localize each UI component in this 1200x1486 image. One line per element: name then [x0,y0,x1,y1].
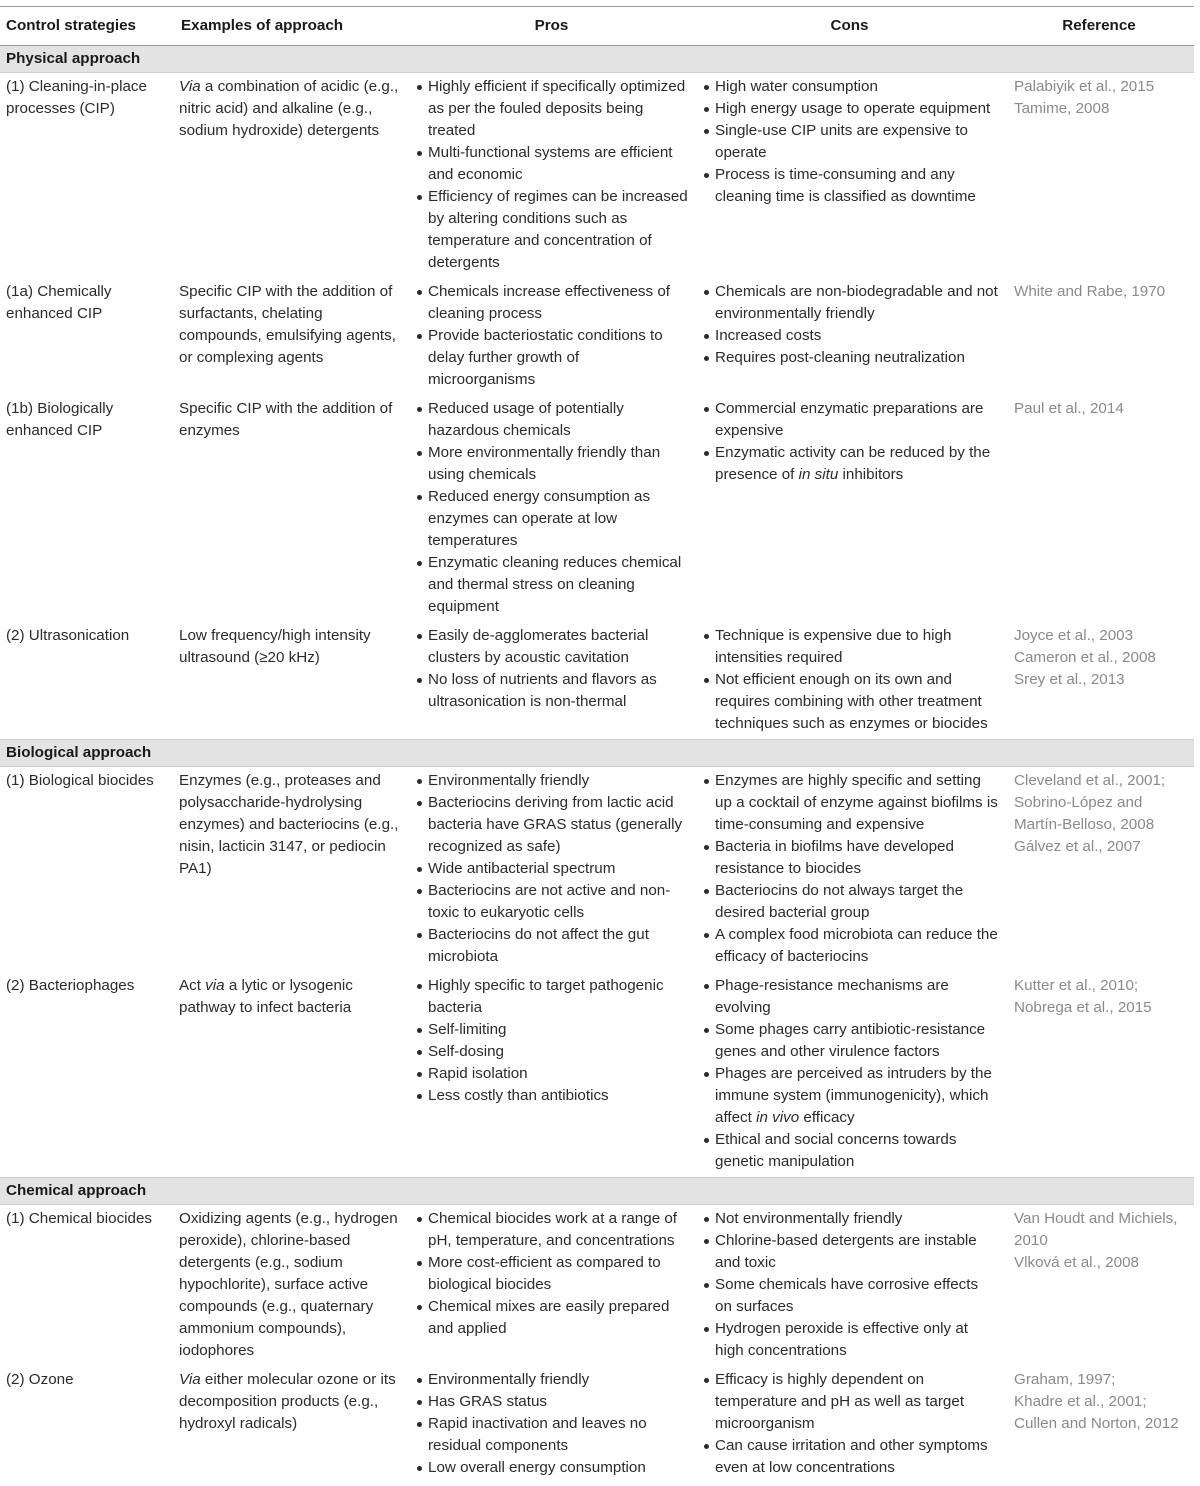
cell-strategy: (1) Chemical biocides [6,1210,153,1227]
cell-reference [1004,622,1194,740]
header-pros: Pros [408,7,695,46]
reference-entry: Vlková et al., 2008 [1014,1254,1139,1271]
cell-examples: Via either molecular ozone or its decomposition products (e.g., hydroxyl radicals) [179,1371,396,1432]
cons-item: Not efficient enough on its own and requires combining with other treatment techniques such as enzymes or biocides [701,669,998,735]
pros-item: Self-limiting [414,1019,689,1041]
pros-item: Multi-functional systems are efficient and economic [414,142,689,186]
cell-cons [695,278,1004,395]
cell-strategy: (2) Ultrasonication [6,627,130,644]
pros-list [414,770,689,968]
reference-entry: Graham, 1997; [1014,1371,1116,1388]
cons-item: Single-use CIP units are expensive to operate [701,120,998,164]
cons-item: Ethical and social concerns towards genetic manipulation [701,1129,998,1173]
table-row [0,972,1194,1178]
cons-list [701,975,998,1173]
table-row [0,278,1194,395]
cons-item: Some phages carry antibiotic-resistance genes and other virulence factors [701,1019,998,1063]
cell-reference [1004,278,1194,395]
pros-item: Rapid isolation [414,1063,689,1085]
cons-item: Bacteriocins do not always target the desired bacterial group [701,880,998,924]
pros-item: More environmentally friendly than using chemicals [414,442,689,486]
cell-examples: Low frequency/high intensity ultrasound (≥20 kHz) [179,627,371,666]
pros-item: Rapid inactivation and leaves no residual components [414,1413,689,1457]
table-body [0,46,1194,1484]
cons-list [701,76,998,208]
cons-item: Chlorine-based detergents are instable and toxic [701,1230,998,1274]
pros-list [414,281,689,391]
cell-reference [1004,1205,1194,1367]
cell-examples: Act via a lytic or lysogenic pathway to infect bacteria [179,977,353,1016]
pros-item: Easily de-agglomerates bacterial clusters by acoustic cavitation [414,625,689,669]
cons-item: Efficacy is highly dependent on temperature and pH as well as target microorganism [701,1369,998,1435]
cons-item: Technique is expensive due to high intensities required [701,625,998,669]
cons-item: High water consumption [701,76,998,98]
pros-item: Bacteriocins do not affect the gut microbiota [414,924,689,968]
cons-list [701,1208,998,1362]
cell-pros [408,73,695,279]
pros-list [414,76,689,274]
pros-item: Efficiency of regimes can be increased by altering conditions such as temperature and concentration of detergents [414,186,689,274]
pros-list [414,975,689,1107]
cell-strategy: (1) Biological biocides [6,772,154,789]
pros-item: Highly specific to target pathogenic bacteria [414,975,689,1019]
header-strategy: Control strategies [0,7,175,46]
pros-item: Bacteriocins are not active and non-toxic to eukaryotic cells [414,880,689,924]
reference-entry: Kutter et al., 2010; [1014,977,1139,994]
reference-entry: Cleveland et al., 2001; [1014,772,1166,789]
cell-reference [1004,395,1194,622]
cell-strategy: (1b) Biologically enhanced CIP [6,400,114,439]
cell-strategy: (1a) Chemically enhanced CIP [6,283,112,322]
table-row [0,395,1194,622]
pros-item: Chemical biocides work at a range of pH, temperature, and concentrations [414,1208,689,1252]
cons-list [701,770,998,968]
reference-entry: Sobrino-López and Martín-Belloso, 2008 [1014,794,1155,833]
cell-pros [408,767,695,973]
header-examples: Examples of approach [175,7,408,46]
reference-entry: Joyce et al., 2003 [1014,627,1134,644]
cons-list [701,398,998,486]
reference-entry: Nobrega et al., 2015 [1014,999,1152,1016]
cons-item: A complex food microbiota can reduce the efficacy of bacteriocins [701,924,998,968]
reference-entry: Palabiyik et al., 2015 [1014,78,1155,95]
pros-item: Reduced usage of potentially hazardous chemicals [414,398,689,442]
table-row [0,1205,1194,1367]
pros-item: Reduced energy consumption as enzymes can operate at low temperatures [414,486,689,552]
cell-cons [695,1366,1004,1483]
cell-strategy: (2) Ozone [6,1371,74,1388]
cell-reference [1004,767,1194,973]
pros-list [414,1208,689,1340]
pros-item: Environmentally friendly [414,770,689,792]
pros-item: Low overall energy consumption [414,1457,689,1479]
cons-item: Chemicals are non-biodegradable and not environmentally friendly [701,281,998,325]
cell-pros [408,622,695,740]
pros-item: Has GRAS status [414,1391,689,1413]
cell-strategy: (2) Bacteriophages [6,977,135,994]
pros-list [414,398,689,618]
control-strategies-table [0,6,1194,1483]
table-row [0,1366,1194,1483]
header-reference: Reference [1004,7,1194,46]
header-cons: Cons [695,7,1004,46]
cell-cons [695,767,1004,973]
section-title: Biological approach [0,740,1194,767]
pros-item: Environmentally friendly [414,1369,689,1391]
pros-item: Self-dosing [414,1041,689,1063]
header-row [0,7,1194,46]
cons-item: Hydrogen peroxide is effective only at high concentrations [701,1318,998,1362]
pros-item: Enzymatic cleaning reduces chemical and thermal stress on cleaning equipment [414,552,689,618]
cell-pros [408,1366,695,1483]
cell-reference [1004,1366,1194,1483]
cons-item: Some chemicals have corrosive effects on surfaces [701,1274,998,1318]
cell-strategy: (1) Cleaning-in-place processes (CIP) [6,78,147,117]
section-header-row [0,740,1194,767]
cons-item: Requires post-cleaning neutralization [701,347,998,369]
pros-item: More cost-efficient as compared to biological biocides [414,1252,689,1296]
cell-examples: Enzymes (e.g., proteases and polysaccharide-hydrolysing enzymes) and bacteriocins (e.g., nisin, lacticin 3147, or pediocin PA1) [179,772,399,877]
cons-item: Commercial enzymatic preparations are expensive [701,398,998,442]
cons-item: Phages are perceived as intruders by the immune system (immunogenicity), which affect in vivo efficacy [701,1063,998,1129]
section-title: Physical approach [0,46,1194,73]
cons-item: Process is time-consuming and any cleaning time is classified as downtime [701,164,998,208]
cell-cons [695,972,1004,1178]
section-header-row [0,46,1194,73]
reference-entry: Khadre et al., 2001; [1014,1393,1147,1410]
cons-item: Enzymatic activity can be reduced by the presence of in situ inhibitors [701,442,998,486]
reference-entry: Paul et al., 2014 [1014,400,1124,417]
cell-cons [695,1205,1004,1367]
cons-list [701,625,998,735]
cell-examples: Via a combination of acidic (e.g., nitric acid) and alkaline (e.g., sodium hydroxide) detergents [179,78,399,139]
reference-entry: Cameron et al., 2008 [1014,649,1156,666]
pros-list [414,625,689,713]
pros-item: Chemicals increase effectiveness of cleaning process [414,281,689,325]
cell-examples: Specific CIP with the addition of enzymes [179,400,393,439]
section-title: Chemical approach [0,1178,1194,1205]
cell-pros [408,395,695,622]
cons-list [701,1369,998,1479]
pros-item: Bacteriocins deriving from lactic acid bacteria have GRAS status (generally recognized as safe) [414,792,689,858]
cell-pros [408,1205,695,1367]
cell-reference [1004,972,1194,1178]
table-row [0,73,1194,279]
reference-entry: White and Rabe, 1970 [1014,283,1166,300]
cons-item: Enzymes are highly specific and setting up a cocktail of enzyme against biofilms is time-consuming and expensive [701,770,998,836]
cons-item: Increased costs [701,325,998,347]
reference-entry: Srey et al., 2013 [1014,671,1125,688]
reference-entry: Tamime, 2008 [1014,100,1110,117]
cell-reference [1004,73,1194,279]
reference-entry: Cullen and Norton, 2012 [1014,1415,1179,1432]
cell-cons [695,395,1004,622]
pros-list [414,1369,689,1479]
cell-examples: Specific CIP with the addition of surfactants, chelating compounds, emulsifying agents, or complexing agents [179,283,396,366]
pros-item: No loss of nutrients and flavors as ultrasonication is non-thermal [414,669,689,713]
table-row [0,622,1194,740]
table-row [0,767,1194,973]
cons-list [701,281,998,369]
cell-cons [695,622,1004,740]
cons-item: Can cause irritation and other symptoms even at low concentrations [701,1435,998,1479]
pros-item: Wide antibacterial spectrum [414,858,689,880]
cell-cons [695,73,1004,279]
pros-item: Provide bacteriostatic conditions to delay further growth of microorganisms [414,325,689,391]
cell-pros [408,278,695,395]
cons-item: Phage-resistance mechanisms are evolving [701,975,998,1019]
pros-item: Less costly than antibiotics [414,1085,689,1107]
cons-item: Bacteria in biofilms have developed resistance to biocides [701,836,998,880]
cell-examples: Oxidizing agents (e.g., hydrogen peroxide), chlorine-based detergents (e.g., sodium hypochlorite), surface active compounds (e.g., quaternary ammonium compounds), iodophores [179,1210,398,1359]
cell-pros [408,972,695,1178]
pros-item: Highly efficient if specifically optimized as per the fouled deposits being treated [414,76,689,142]
reference-entry: Van Houdt and Michiels, 2010 [1014,1210,1178,1249]
pros-item: Chemical mixes are easily prepared and applied [414,1296,689,1340]
section-header-row [0,1178,1194,1205]
cons-item: High energy usage to operate equipment [701,98,998,120]
cons-item: Not environmentally friendly [701,1208,998,1230]
reference-entry: Gálvez et al., 2007 [1014,838,1141,855]
